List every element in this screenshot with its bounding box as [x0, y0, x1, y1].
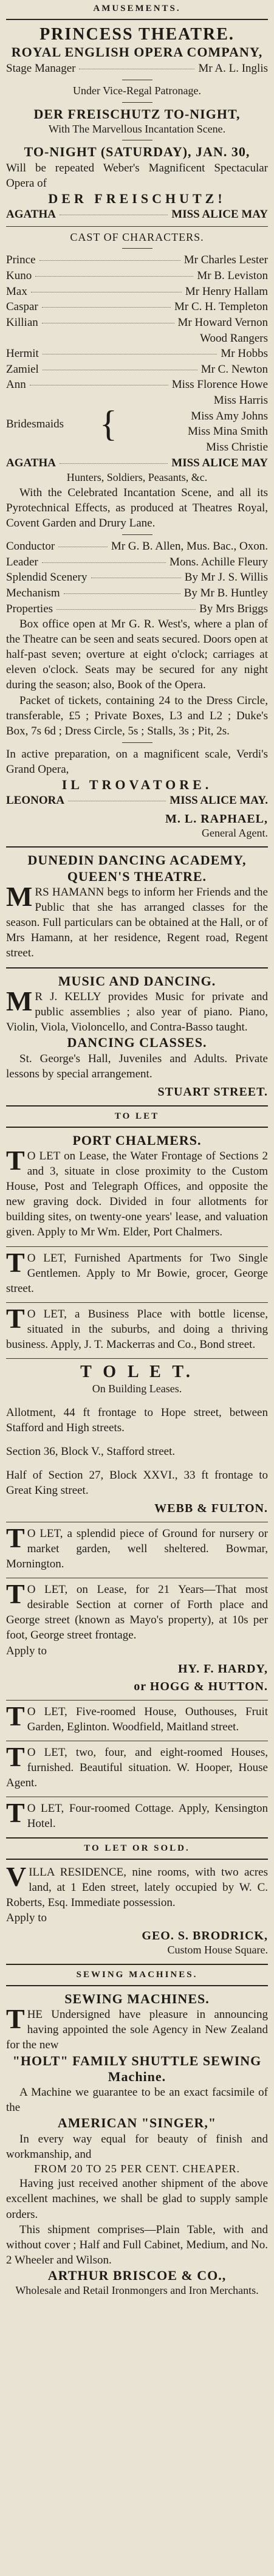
- cast-header: CAST OF CHARACTERS.: [70, 230, 204, 243]
- building-title: T O L E T.: [80, 1362, 194, 1382]
- lease-agent-1: HY. F. HARDY,: [177, 1662, 268, 1676]
- leonora-row: LEONORA MISS ALICE MAY.: [6, 794, 268, 807]
- port-title: PORT CHALMERS.: [72, 1132, 202, 1148]
- bridesmaids-block: Bridesmaids { Miss Harris Miss Amy Johns Miss Mina Smith Miss Christie: [6, 394, 268, 454]
- patronage: Under Vice-Regal Patronage.: [72, 85, 201, 97]
- lease-text: T O LET, on Lease, for 21 Years—That most desirable Section at corner of Forth place and George street (known as Mayo's property), at 10s per foot, George street frontage.: [6, 1578, 268, 1642]
- ground-text: T O LET, a splendid piece of Ground for nursery or market garden, well sheltered. Bowmar, Mornington.: [6, 1522, 268, 1571]
- divider: [122, 742, 152, 743]
- holt-machine: "HOLT" FAMILY SHUTTLE SEWING Machine.: [12, 2053, 262, 2084]
- singer-title: AMERICAN "SINGER,": [57, 2115, 217, 2131]
- building-agents: WEBB & FULTON.: [154, 1502, 268, 1515]
- sewing-machines-ad: [6, 1991, 268, 2298]
- divider: [6, 1302, 268, 1303]
- port-text: T O LET on Lease, the Water Frontage of Sections 2 and 3, situate in close proximity to the Custom House, Post and Telegraph Offices, and opposite the new graving dock. Divided in four allotments for building sites, on twenty-one years' lease, and valuation given. Apply to Mr Wm. Elder, Port Chalmers.: [6, 1145, 268, 1239]
- academy-text: MRS HAMANN begs to inform her Friends and the Public that she has arranged classes for the season. Full particulars can be obtained at the Hall, or of Mrs Hamann, at her residence, Regent road, Regent street.: [6, 881, 268, 960]
- music-title: MUSIC AND DANCING.: [58, 973, 216, 989]
- building-sub: On Building Leases.: [92, 1383, 182, 1395]
- villa-text: VILLA RESIDENCE, nine rooms, with two acres land, at 1 Eden street, lately occupied by W. C. Roberts, Esq. Immediate possession.: [6, 1861, 268, 1910]
- facsimile-text: A Machine we guarantee to be an exact facsimile of the: [6, 2086, 268, 2115]
- classes-title: DANCING CLASSES.: [67, 1035, 207, 1051]
- four-roomed-text: T O LET, Four-roomed Cottage. Apply, Kensington Hotel.: [6, 1797, 268, 1831]
- scenery-row: Splendid Scenery By Mr J. S. Willis: [6, 571, 268, 584]
- agent-role: General Agent.: [202, 826, 268, 839]
- divider: [6, 1859, 268, 1860]
- trovatore-title: IL TROVATORE.: [61, 776, 213, 792]
- music-address: STUART STREET.: [157, 1085, 268, 1099]
- quality-text: In every way equal for beauty of finish and workmanship, and: [6, 2132, 268, 2161]
- divider: [6, 967, 268, 969]
- port-chalmers-ad: [6, 1133, 268, 1240]
- divider: [6, 1127, 268, 1128]
- agatha-row-2: AGATHA MISS ALICE MAY: [6, 456, 268, 469]
- incantation-text: With the Celebrated Incantation Scene, and all its Pyrotechnical Effects, as produced at Theatres Royal, Covent Garden and Drury Lane.: [6, 486, 268, 530]
- divider: [6, 1985, 268, 1986]
- firm-name: ARTHUR BRISCOE & CO.,: [47, 2267, 227, 2283]
- properties-row: Properties By Mrs Briggs: [6, 602, 268, 615]
- furnished-ad: [6, 1246, 268, 1296]
- academy-title: DUNEDIN DANCING ACADEMY,: [27, 852, 247, 868]
- villa-apply: Apply to: [6, 1911, 47, 1925]
- advertisement-column: [6, 4, 268, 2298]
- cast-row: Prince Mr Charles Lester: [6, 254, 268, 267]
- mechanism-row: Mechanism By Mr B. Huntley: [6, 586, 268, 599]
- section-header-amusements: AMUSEMENTS.: [93, 4, 181, 13]
- four-roomed-ad: [6, 1797, 268, 1831]
- divider: [6, 1246, 268, 1247]
- lease-21-ad: [6, 1578, 268, 1693]
- cast-row: Hermit Mr Hobbs: [6, 347, 268, 361]
- lease-agent-2: or HOGG & HUTTON.: [134, 1679, 268, 1693]
- prices-text: Packet of tickets, containing 24 to the Dress Circle, transferable, £5 ; Private Boxes, L3 and L2 ; Duke's Box, 7s 6d ; Dress Circle, 5s ; Stalls, 3s ; Pit, 2s.: [6, 694, 268, 737]
- scene-line: With The Marvellous Incantation Scene.: [48, 123, 226, 135]
- divider: [6, 1358, 268, 1359]
- cast-row: Killian Mr Howard Vernon: [6, 316, 268, 329]
- opera-company: ROYAL ENGLISH OPERA COMPANY,: [11, 44, 263, 60]
- cast-row: Zamiel Mr C. Newton: [6, 362, 268, 376]
- section-header-sewing: SEWING MACHINES.: [76, 1969, 198, 1980]
- conductor-row: Conductor Mr G. B. Allen, Mus. Bac., Oxon.: [6, 539, 268, 553]
- music-dancing-ad: [6, 973, 268, 1099]
- villa-office: Custom House Square.: [167, 1944, 268, 1956]
- building-half: Half of Section 27, Block XXVI., 33 ft frontage to Great King street.: [6, 1468, 268, 1497]
- building-allotment: Allotment, 44 ft frontage to Hope street, between Stafford and High streets.: [6, 1406, 268, 1434]
- business-text: T O LET, a Business Place with bottle license, situated in the suburbs, and doing a thriving business. Apply, J. T. Mackerras and Co., Bond street.: [6, 1302, 268, 1351]
- divider: [6, 1105, 268, 1107]
- building-section: Section 36, Block V., Stafford street.: [6, 1445, 176, 1458]
- box-office-text: Box office open at Mr G. R. West's, where a plan of the Theatre can be seen and seats secured. Doors open at half-past seven; overture at eight o'clock; carriages at eleven o'clock. Seats may be secured for any night during the season; also, Book of the Opera.: [6, 618, 268, 692]
- section-header-to-let: TO LET: [114, 1111, 160, 1121]
- divider: [6, 1964, 268, 1965]
- divider: [122, 102, 152, 103]
- villa-ad: [6, 1861, 268, 1958]
- dancing-academy-ad: [6, 852, 268, 961]
- building-lease-ad: [6, 1362, 268, 1516]
- repeat-line: Will be repeated Weber's Magnificent Spectacular Opera of: [6, 161, 268, 190]
- classes-text: St. George's Hall, Juveniles and Adults. Private lessons by special arrangement.: [6, 1052, 268, 1080]
- agatha-row: AGATHA MISS ALICE MAY: [6, 208, 268, 221]
- hunters: Hunters, Soldiers, Peasants, &c.: [66, 471, 208, 484]
- theatre-title: PRINCESS THEATRE.: [39, 25, 235, 44]
- two-four-text: T O LET, two, four, and eight-roomed Houses, furnished. Beautiful situation. W. Hooper, House Agent.: [6, 1741, 268, 1789]
- cast-row: Ann Miss Florence Howe: [6, 378, 268, 392]
- business-ad: [6, 1302, 268, 1352]
- academy-subtitle: QUEEN'S THEATRE.: [67, 868, 207, 884]
- stock-text: Having just received another shipment of the above excellent machines, we shall be glad to supply sample orders.: [6, 2177, 268, 2221]
- sewing-text: THE Undersigned have pleasure in announcing having appointed the sole Agency in New Zealand for the new: [6, 2003, 268, 2052]
- divider: [6, 1837, 268, 1839]
- shipment-text: This shipment comprises—Plain Table, with and without cover ; Half and Full Cabinet, Medium, and No. 2 Wheeler and Wilson.: [6, 2223, 268, 2267]
- divider: [122, 534, 152, 535]
- price-line: FROM 20 TO 25 PER CENT. CHEAPER.: [33, 2162, 241, 2175]
- lease-apply: Apply to: [6, 1644, 47, 1657]
- princess-theatre-ad: [6, 25, 268, 840]
- cast-row: Kuno Mr B. Leviston: [6, 269, 268, 282]
- leader-row: Leader Mons. Achille Fleury: [6, 555, 268, 568]
- preparation-text: In active preparation, on a magnificent scale, Verdi's Grand Opera,: [6, 747, 268, 776]
- stage-manager-row: Stage Manager Mr A. L. Inglis: [6, 61, 268, 75]
- sewing-title: SEWING MACHINES.: [64, 1991, 210, 2006]
- opera-tonight: DER FREISCHUTZ TO-NIGHT,: [33, 106, 241, 122]
- music-text: M R J. KELLY provides Music for private and public assemblies ; also year of piano. Piano, Violin, Viola, Violoncello, and Contra-Basso taught.: [6, 985, 268, 1034]
- agent-name: M. L. RAPHAEL,: [165, 812, 268, 826]
- ground-ad: [6, 1522, 268, 1572]
- opera-title-2: DER FREISCHUTZ!: [48, 190, 226, 206]
- divider: [6, 19, 268, 20]
- divider: [122, 248, 152, 249]
- five-roomed-text: T O LET, Five-roomed House, Outhouses, Fruit Garden, Eglinton. Woodfield, Maitland street.: [6, 1700, 268, 1733]
- firm-role: Wholesale and Retail Ironmongers and Iron Merchants.: [15, 2284, 259, 2297]
- divider: [6, 846, 268, 848]
- cast-row: Caspar Mr C. H. Templeton: [6, 300, 268, 314]
- date-line: TO-NIGHT (SATURDAY), JAN. 30,: [24, 144, 250, 160]
- section-header-to-let-or-sold: TO LET OR SOLD.: [84, 1843, 190, 1854]
- two-four-ad: [6, 1741, 268, 1790]
- furnished-text: T O LET, Furnished Apartments for Two Single Gentlemen. Apply to Mr Bowie, grocer, George street.: [6, 1246, 268, 1295]
- five-roomed-ad: [6, 1700, 268, 1735]
- wood-rangers-note: Wood Rangers: [200, 331, 268, 345]
- divider: [6, 1700, 268, 1701]
- cast-row: Max Mr Henry Hallam: [6, 285, 268, 298]
- divider: [6, 226, 268, 227]
- villa-agent: GEO. S. BRODRICK,: [142, 1929, 268, 1943]
